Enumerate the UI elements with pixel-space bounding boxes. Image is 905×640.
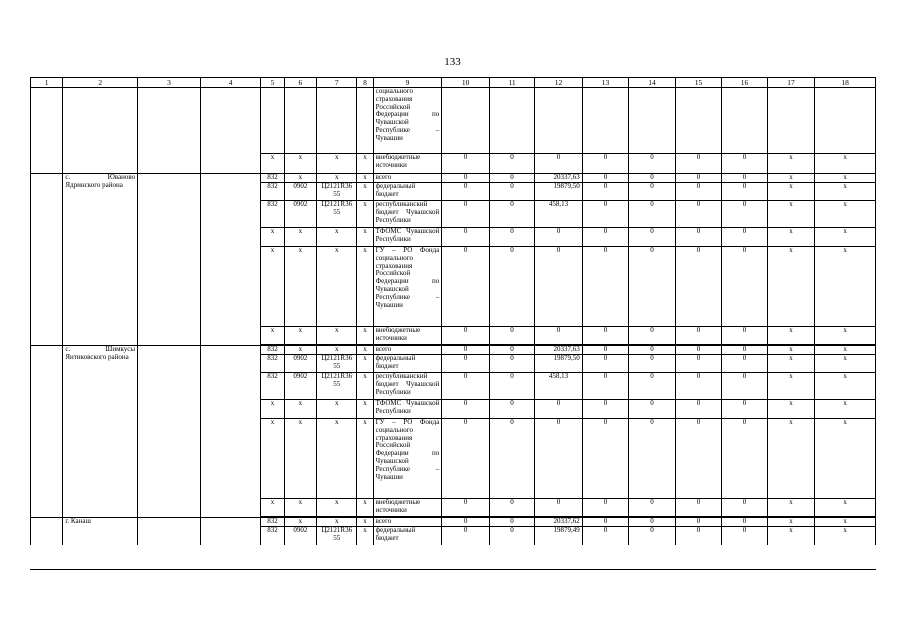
amount-zero: 0 [535, 400, 583, 419]
amount-zero: 0 [489, 355, 534, 373]
empty-cell [138, 518, 201, 545]
not-applicable-mark: х [815, 400, 876, 419]
empty-cell [582, 88, 628, 154]
not-applicable-mark: х [261, 327, 284, 345]
amount-zero: 0 [489, 154, 534, 174]
amount-zero: 0 [442, 373, 490, 400]
amount-zero: 0 [629, 201, 675, 228]
amount-zero: 0 [442, 518, 490, 527]
amount-zero: 0 [629, 228, 675, 247]
empty-cell [200, 518, 261, 545]
locality-name: с. Шимкусы Янтиковского района [63, 346, 138, 518]
amount-zero: 0 [675, 201, 721, 228]
funding-source: внебюджетные источники [373, 154, 442, 174]
empty-cell [357, 88, 373, 154]
amount-zero: 0 [722, 201, 767, 228]
not-applicable-mark: х [767, 201, 815, 228]
empty-cell [31, 154, 63, 174]
column-number: 1 [31, 78, 63, 88]
amount-zero: 0 [442, 527, 490, 545]
not-applicable-mark: х [284, 154, 316, 174]
amount-zero: 0 [722, 373, 767, 400]
amount-zero: 0 [442, 400, 490, 419]
not-applicable-mark: х [357, 247, 373, 327]
table-row [31, 88, 876, 154]
amount-zero: 0 [675, 228, 721, 247]
funding-source: ТФОМС Чувашской Республики [373, 400, 442, 419]
empty-cell [138, 174, 201, 346]
not-applicable-mark: х [357, 355, 373, 373]
not-applicable-mark: х [815, 527, 876, 545]
amount-zero: 0 [722, 174, 767, 183]
column-number-row [31, 78, 876, 88]
funding-source: республиканский бюджет Чувашской Республики [373, 373, 442, 400]
amount-zero: 0 [535, 228, 583, 247]
empty-cell [138, 346, 201, 518]
not-applicable-mark: х [357, 228, 373, 247]
table-row [31, 154, 876, 174]
not-applicable-mark: х [767, 154, 815, 174]
column-number: 12 [535, 78, 583, 88]
ministry-code: 832 [261, 527, 284, 545]
amount-zero: 0 [489, 201, 534, 228]
amount-zero: 0 [675, 183, 721, 201]
funding-source: федеральный бюджет [373, 527, 442, 545]
not-applicable-mark: х [317, 419, 357, 499]
not-applicable-mark: х [284, 499, 316, 517]
not-applicable-mark: х [767, 518, 815, 527]
amount-zero: 0 [442, 346, 490, 355]
funding-source: всего [373, 346, 442, 355]
section-code: 0902 [284, 183, 316, 201]
not-applicable-mark: х [317, 499, 357, 517]
amount-zero: 0 [675, 346, 721, 355]
table-row [31, 346, 876, 355]
not-applicable-mark: х [815, 327, 876, 345]
section-code: 0902 [284, 201, 316, 228]
amount-zero: 0 [629, 247, 675, 327]
amount-zero: 0 [442, 419, 490, 499]
amount-total: 20337,63 [535, 346, 583, 355]
funding-source: внебюджетные источники [373, 499, 442, 517]
column-number: 2 [63, 78, 138, 88]
amount-zero: 0 [442, 183, 490, 201]
not-applicable-mark: х [357, 527, 373, 545]
not-applicable-mark: х [357, 518, 373, 527]
amount-zero: 0 [489, 346, 534, 355]
funding-source: всего [373, 174, 442, 183]
amount-zero: 0 [582, 247, 628, 327]
empty-cell [442, 88, 490, 154]
amount-zero: 0 [675, 499, 721, 517]
column-number: 14 [629, 78, 675, 88]
empty-cell [317, 88, 357, 154]
empty-cell [31, 174, 63, 346]
not-applicable-mark: х [357, 373, 373, 400]
column-number: 15 [675, 78, 721, 88]
column-number: 6 [284, 78, 316, 88]
amount-republic: 458,13 [535, 201, 583, 228]
not-applicable-mark: х [261, 247, 284, 327]
not-applicable-mark: х [815, 355, 876, 373]
empty-cell [200, 174, 261, 346]
not-applicable-mark: х [284, 174, 316, 183]
amount-zero: 0 [442, 247, 490, 327]
amount-zero: 0 [629, 174, 675, 183]
amount-zero: 0 [489, 499, 534, 517]
section-code: 0902 [284, 355, 316, 373]
funding-source: социального страхования Российской Федерации по Чувашской Республике – Чувашии [373, 88, 442, 154]
program-code: Ц2121R36 55 [317, 527, 357, 545]
amount-federal: 19879,50 [535, 355, 583, 373]
amount-total: 20337,63 [535, 174, 583, 183]
amount-zero: 0 [535, 419, 583, 499]
not-applicable-mark: х [815, 183, 876, 201]
funding-source: ГУ – РО Фонда социального страхования Российской Федерации по Чувашской Республике – Чувашии [373, 419, 442, 499]
ministry-code: 832 [261, 346, 284, 355]
amount-zero: 0 [675, 373, 721, 400]
empty-cell [767, 88, 815, 154]
program-code: Ц2121R36 55 [317, 201, 357, 228]
amount-zero: 0 [675, 355, 721, 373]
amount-zero: 0 [489, 518, 534, 527]
amount-zero: 0 [442, 174, 490, 183]
amount-republic: 458,13 [535, 373, 583, 400]
amount-zero: 0 [722, 346, 767, 355]
not-applicable-mark: х [317, 346, 357, 355]
amount-zero: 0 [582, 174, 628, 183]
column-number: 18 [815, 78, 876, 88]
amount-zero: 0 [582, 400, 628, 419]
amount-zero: 0 [629, 400, 675, 419]
not-applicable-mark: х [767, 419, 815, 499]
not-applicable-mark: х [284, 346, 316, 355]
amount-zero: 0 [629, 154, 675, 174]
locality-name: с. Юваново Ядринского района [63, 174, 138, 346]
amount-zero: 0 [489, 228, 534, 247]
funding-source: ТФОМС Чувашской Республики [373, 228, 442, 247]
not-applicable-mark: х [767, 355, 815, 373]
amount-zero: 0 [489, 247, 534, 327]
amount-zero: 0 [489, 183, 534, 201]
program-code: Ц2121R36 55 [317, 183, 357, 201]
amount-zero: 0 [629, 183, 675, 201]
not-applicable-mark: х [357, 201, 373, 228]
not-applicable-mark: х [357, 327, 373, 345]
empty-cell [489, 88, 534, 154]
empty-cell [284, 88, 316, 154]
amount-zero: 0 [489, 373, 534, 400]
amount-zero: 0 [535, 499, 583, 517]
not-applicable-mark: х [815, 201, 876, 228]
amount-zero: 0 [629, 518, 675, 527]
amount-zero: 0 [722, 327, 767, 345]
table-row [31, 174, 876, 183]
column-number: 10 [442, 78, 490, 88]
not-applicable-mark: х [357, 174, 373, 183]
amount-zero: 0 [629, 355, 675, 373]
empty-cell [815, 88, 876, 154]
funding-source: всего [373, 518, 442, 527]
column-number: 11 [489, 78, 534, 88]
not-applicable-mark: х [357, 183, 373, 201]
amount-zero: 0 [722, 228, 767, 247]
amount-zero: 0 [489, 327, 534, 345]
amount-zero: 0 [489, 174, 534, 183]
amount-zero: 0 [629, 419, 675, 499]
empty-cell [629, 88, 675, 154]
not-applicable-mark: х [317, 518, 357, 527]
empty-cell [200, 154, 261, 174]
amount-zero: 0 [582, 183, 628, 201]
amount-zero: 0 [675, 527, 721, 545]
column-number: 8 [357, 78, 373, 88]
amount-zero: 0 [675, 154, 721, 174]
not-applicable-mark: х [284, 247, 316, 327]
not-applicable-mark: х [767, 373, 815, 400]
amount-zero: 0 [582, 518, 628, 527]
amount-federal: 19879,50 [535, 183, 583, 201]
budget-table [30, 77, 876, 545]
funding-source: ГУ – РО Фонда социального страхования Российской Федерации по Чувашской Республике – Чувашии [373, 247, 442, 327]
amount-federal: 19879,49 [535, 527, 583, 545]
not-applicable-mark: х [767, 527, 815, 545]
column-number: 5 [261, 78, 284, 88]
empty-cell [63, 88, 138, 154]
amount-zero: 0 [582, 355, 628, 373]
amount-zero: 0 [442, 228, 490, 247]
not-applicable-mark: х [284, 419, 316, 499]
not-applicable-mark: х [317, 327, 357, 345]
amount-zero: 0 [722, 154, 767, 174]
amount-zero: 0 [582, 346, 628, 355]
amount-zero: 0 [489, 527, 534, 545]
not-applicable-mark: х [767, 400, 815, 419]
amount-zero: 0 [582, 228, 628, 247]
not-applicable-mark: х [815, 247, 876, 327]
not-applicable-mark: х [357, 154, 373, 174]
column-number: 17 [767, 78, 815, 88]
empty-cell [200, 88, 261, 154]
amount-zero: 0 [675, 400, 721, 419]
amount-zero: 0 [722, 247, 767, 327]
section-code: 0902 [284, 527, 316, 545]
not-applicable-mark: х [357, 499, 373, 517]
not-applicable-mark: х [815, 154, 876, 174]
not-applicable-mark: х [261, 228, 284, 247]
empty-cell [675, 88, 721, 154]
not-applicable-mark: х [815, 373, 876, 400]
not-applicable-mark: х [767, 247, 815, 327]
not-applicable-mark: х [815, 499, 876, 517]
amount-zero: 0 [582, 373, 628, 400]
not-applicable-mark: х [284, 228, 316, 247]
locality-name: г. Канаш [63, 518, 138, 545]
not-applicable-mark: х [317, 400, 357, 419]
amount-zero: 0 [582, 154, 628, 174]
amount-zero: 0 [442, 154, 490, 174]
ministry-code: 832 [261, 355, 284, 373]
not-applicable-mark: х [284, 400, 316, 419]
not-applicable-mark: х [815, 228, 876, 247]
column-number: 13 [582, 78, 628, 88]
not-applicable-mark: х [815, 174, 876, 183]
funding-source: федеральный бюджет [373, 183, 442, 201]
table-row [31, 518, 876, 527]
column-number: 7 [317, 78, 357, 88]
ministry-code: 832 [261, 183, 284, 201]
empty-cell [138, 88, 201, 154]
amount-zero: 0 [675, 327, 721, 345]
program-code: Ц2121R36 55 [317, 373, 357, 400]
amount-zero: 0 [629, 346, 675, 355]
amount-zero: 0 [722, 355, 767, 373]
not-applicable-mark: х [815, 419, 876, 499]
amount-zero: 0 [722, 518, 767, 527]
empty-cell [31, 88, 63, 154]
empty-cell [535, 88, 583, 154]
funding-source: республиканский бюджет Чувашской Республики [373, 201, 442, 228]
ministry-code: 832 [261, 174, 284, 183]
empty-cell [138, 154, 201, 174]
not-applicable-mark: х [261, 154, 284, 174]
not-applicable-mark: х [767, 499, 815, 517]
not-applicable-mark: х [767, 174, 815, 183]
program-code: Ц2121R36 55 [317, 355, 357, 373]
amount-zero: 0 [442, 327, 490, 345]
not-applicable-mark: х [357, 419, 373, 499]
not-applicable-mark: х [767, 346, 815, 355]
not-applicable-mark: х [261, 499, 284, 517]
not-applicable-mark: х [317, 228, 357, 247]
empty-cell [200, 346, 261, 518]
amount-zero: 0 [722, 400, 767, 419]
amount-zero: 0 [629, 327, 675, 345]
ministry-code: 832 [261, 373, 284, 400]
amount-zero: 0 [489, 419, 534, 499]
amount-zero: 0 [675, 419, 721, 499]
amount-zero: 0 [722, 527, 767, 545]
amount-zero: 0 [629, 373, 675, 400]
ministry-code: 832 [261, 518, 284, 527]
page-number: 133 [444, 56, 461, 68]
amount-zero: 0 [535, 327, 583, 345]
not-applicable-mark: х [767, 327, 815, 345]
column-number: 9 [373, 78, 442, 88]
not-applicable-mark: х [261, 419, 284, 499]
not-applicable-mark: х [767, 228, 815, 247]
section-code: 0902 [284, 373, 316, 400]
not-applicable-mark: х [815, 518, 876, 527]
empty-cell [31, 346, 63, 518]
empty-cell [63, 154, 138, 174]
not-applicable-mark: х [261, 400, 284, 419]
ministry-code: 832 [261, 201, 284, 228]
amount-zero: 0 [722, 183, 767, 201]
not-applicable-mark: х [357, 346, 373, 355]
column-number: 16 [722, 78, 767, 88]
column-number: 3 [138, 78, 201, 88]
not-applicable-mark: х [357, 400, 373, 419]
amount-total: 20337,62 [535, 518, 583, 527]
amount-zero: 0 [582, 201, 628, 228]
amount-zero: 0 [535, 154, 583, 174]
amount-zero: 0 [675, 518, 721, 527]
funding-source: внебюджетные источники [373, 327, 442, 345]
amount-zero: 0 [442, 355, 490, 373]
amount-zero: 0 [442, 201, 490, 228]
not-applicable-mark: х [767, 183, 815, 201]
amount-zero: 0 [675, 174, 721, 183]
not-applicable-mark: х [284, 518, 316, 527]
amount-zero: 0 [675, 247, 721, 327]
amount-zero: 0 [629, 527, 675, 545]
table-bottom-rule [30, 569, 876, 570]
not-applicable-mark: х [317, 174, 357, 183]
not-applicable-mark: х [317, 247, 357, 327]
amount-zero: 0 [582, 527, 628, 545]
amount-zero: 0 [722, 499, 767, 517]
amount-zero: 0 [535, 247, 583, 327]
amount-zero: 0 [442, 499, 490, 517]
amount-zero: 0 [582, 499, 628, 517]
amount-zero: 0 [582, 419, 628, 499]
funding-source: федеральный бюджет [373, 355, 442, 373]
column-number: 4 [200, 78, 261, 88]
empty-cell [31, 518, 63, 545]
empty-cell [722, 88, 767, 154]
amount-zero: 0 [722, 419, 767, 499]
amount-zero: 0 [489, 400, 534, 419]
amount-zero: 0 [582, 327, 628, 345]
not-applicable-mark: х [815, 346, 876, 355]
not-applicable-mark: х [317, 154, 357, 174]
not-applicable-mark: х [284, 327, 316, 345]
empty-cell [261, 88, 284, 154]
amount-zero: 0 [629, 499, 675, 517]
